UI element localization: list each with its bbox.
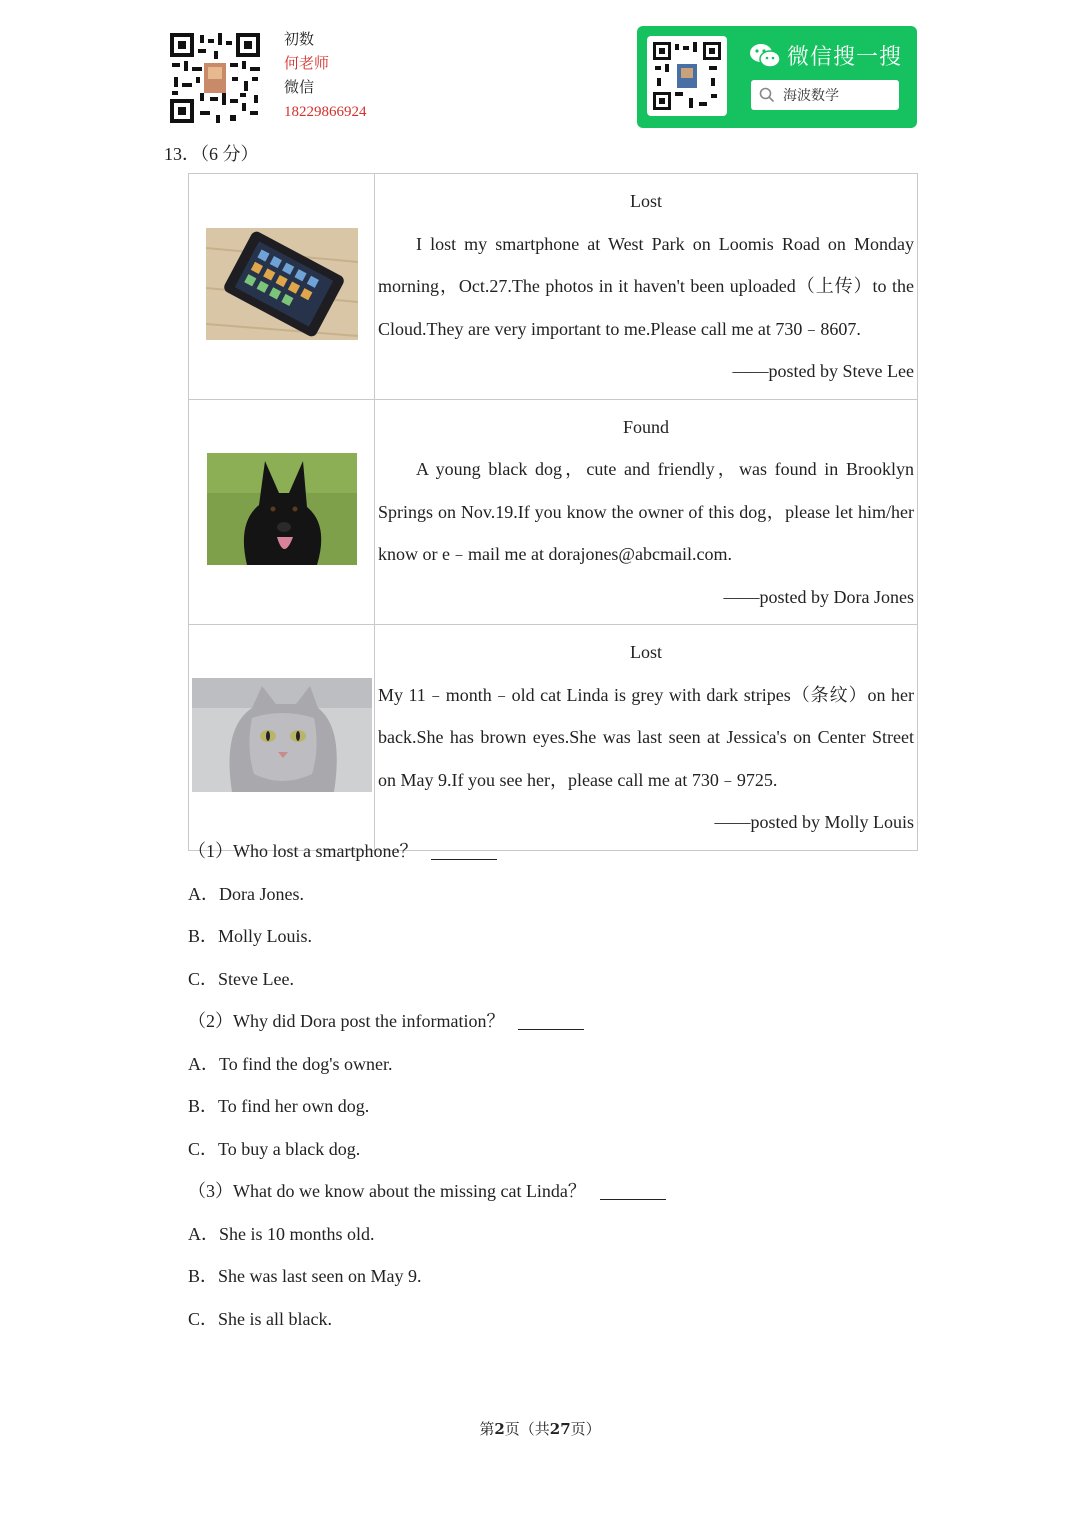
- answer-blank[interactable]: [600, 1181, 666, 1200]
- answer-blank[interactable]: [518, 1011, 584, 1030]
- option-b: B．To find her own dog.: [188, 1096, 370, 1116]
- qr-code-wechat: [647, 36, 727, 116]
- option-c: C．To buy a black dog.: [188, 1139, 361, 1159]
- footer-page-number: 2: [494, 1420, 505, 1438]
- wechat-search-text: 海波数学: [783, 88, 839, 104]
- grey-cat-photo: [192, 678, 372, 792]
- notice-image-cell: [189, 174, 375, 400]
- contact-info: [284, 28, 367, 124]
- wechat-search-card: [637, 26, 917, 128]
- question-stem-1: [188, 837, 497, 863]
- notices-table: [188, 173, 918, 851]
- option-b: B．Molly Louis.: [188, 926, 313, 946]
- qr-code-contact: [170, 33, 260, 123]
- question-number: 13．（6 分）: [164, 144, 259, 164]
- footer-middle: 页（共: [504, 1420, 550, 1438]
- notice-body: My 11﹣month﹣old cat Linda is grey with dark stripes（条纹）on her back.She has brown eyes.She was last seen at Jessica's on Center Street on May 9.If you see her，please call me at 730﹣9725.: [378, 684, 914, 790]
- notice-image-cell: [189, 399, 375, 625]
- notice-row: [189, 625, 918, 851]
- option-c: C．She is all black.: [188, 1309, 332, 1329]
- question-text: （3）What do we know about the missing cat Linda？: [188, 1181, 586, 1201]
- question-text: （2）Why did Dora post the information？: [188, 1011, 505, 1031]
- notice-text-cell: [375, 399, 918, 625]
- option-a: A．To find the dog's owner.: [188, 1054, 393, 1074]
- wechat-search-title: [749, 40, 902, 71]
- option-a: A．Dora Jones.: [188, 884, 304, 904]
- notice-body: I lost my smartphone at West Park on Loomis Road on Monday morning，Oct.27.The photos in it haven't been uploaded（上传）to the Cloud.They are very important to me.Please call me at 730﹣8607.: [378, 233, 914, 339]
- notice-title: Found: [622, 416, 669, 437]
- footer-suffix: 页）: [570, 1420, 601, 1438]
- notice-body: A young black dog，cute and friendly，was found in Brooklyn Springs on Nov.19.If you know the owner of this dog，please let him/her know or e﹣mail me at dorajones@abcmail.com.: [378, 459, 914, 564]
- option-b: B．She was last seen on May 9.: [188, 1266, 422, 1286]
- footer-prefix: 第: [479, 1420, 495, 1438]
- smartphone-photo: [206, 228, 358, 340]
- notice-text-cell: [375, 625, 918, 851]
- question-stem-3: [188, 1177, 666, 1203]
- notice-image-cell: [189, 625, 375, 851]
- search-icon: [759, 87, 775, 103]
- contact-teacher: 何老师: [284, 56, 330, 72]
- notice-title: Lost: [629, 191, 662, 211]
- page-footer: [0, 1418, 1080, 1439]
- answer-blank[interactable]: [431, 841, 497, 860]
- option-c: C．Steve Lee.: [188, 969, 294, 989]
- notice-signature: ——posted by Steve Lee: [732, 361, 914, 381]
- footer-total-pages: 27: [549, 1420, 571, 1438]
- notice-signature: ——posted by Molly Louis: [714, 812, 914, 832]
- notice-title: Lost: [629, 642, 662, 662]
- wechat-search-box[interactable]: [751, 80, 899, 110]
- notice-row: [189, 399, 918, 625]
- contact-wechat-label: 微信: [284, 80, 315, 96]
- contact-phone: 18229866924: [284, 104, 367, 120]
- wechat-logo-icon: [749, 42, 781, 70]
- notice-signature: ——posted by Dora Jones: [723, 586, 914, 607]
- contact-subject: 初数: [284, 32, 315, 48]
- black-dog-photo: [207, 453, 357, 565]
- notice-row: [189, 174, 918, 400]
- question-text: （1）Who lost a smartphone？: [188, 841, 418, 861]
- notice-text-cell: [375, 174, 918, 400]
- option-a: A．She is 10 months old.: [188, 1224, 375, 1244]
- wechat-search-label: 微信搜一搜: [787, 45, 903, 70]
- question-stem-2: [188, 1007, 584, 1033]
